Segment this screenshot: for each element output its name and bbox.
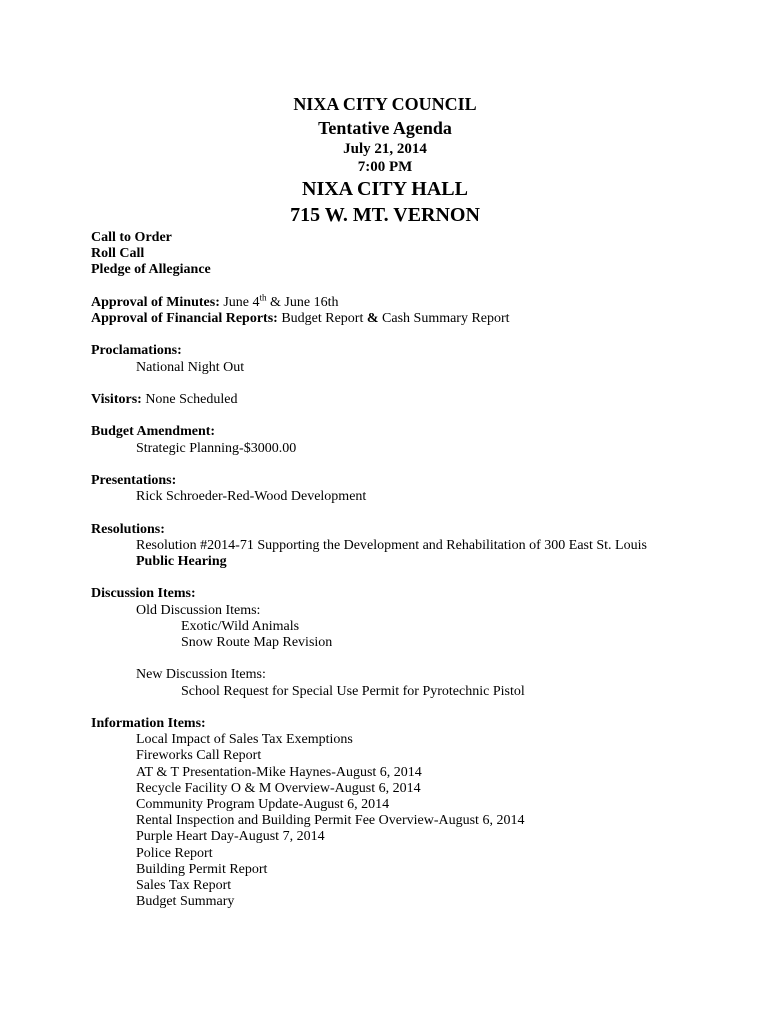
pledge-of-allegiance: Pledge of Allegiance xyxy=(91,262,211,278)
new-discussion-item: School Request for Special Use Permit for Pyrotechnic Pistol xyxy=(181,683,525,699)
resolutions-heading: Resolutions: xyxy=(91,521,165,537)
information-item: Sales Tax Report xyxy=(136,877,232,893)
meeting-date: July 21, 2014 xyxy=(343,141,427,157)
call-to-order: Call to Order xyxy=(91,230,172,245)
information-item: Community Program Update-August 6, 2014 xyxy=(136,796,390,812)
minutes-date1: June 4 xyxy=(223,294,260,310)
council-name: NIXA CITY COUNCIL xyxy=(293,94,477,114)
minutes-label: Approval of Minutes: xyxy=(91,294,220,310)
roll-call: Roll Call xyxy=(91,246,145,262)
old-discussion-item: Snow Route Map Revision xyxy=(181,634,333,650)
meeting-address: 715 W. MT. VERNON xyxy=(290,204,480,226)
presentations-heading: Presentations: xyxy=(91,472,177,488)
information-item: Rental Inspection and Building Permit Fee Overview-August 6, 2014 xyxy=(136,813,525,829)
information-item: Budget Summary xyxy=(136,894,235,910)
old-discussion-label: Old Discussion Items: xyxy=(136,602,261,618)
information-item: Fireworks Call Report xyxy=(136,748,262,764)
financial-amp: & xyxy=(366,311,379,326)
agenda-body xyxy=(91,230,711,910)
visitors-label: Visitors: xyxy=(91,391,142,407)
document-title: Tentative Agenda xyxy=(318,118,452,138)
resolution-item: Resolution #2014-71 Supporting the Development and Rehabilitation of 300 East St. Louis xyxy=(136,537,647,553)
meeting-location: NIXA CITY HALL xyxy=(302,178,468,200)
proclamation-item: National Night Out xyxy=(136,359,245,375)
meeting-time: 7:00 PM xyxy=(357,159,413,175)
financial-label: Approval of Financial Reports: xyxy=(91,311,278,326)
old-discussion-item: Exotic/Wild Animals xyxy=(181,618,300,634)
visitors-value: None Scheduled xyxy=(145,391,238,407)
financial-part1: Budget Report xyxy=(281,311,364,326)
resolution-note: Public Hearing xyxy=(136,553,227,569)
approval-of-financial-reports xyxy=(91,311,711,327)
discussion-heading: Discussion Items: xyxy=(91,586,196,602)
visitors xyxy=(91,392,711,408)
approval-of-minutes xyxy=(91,292,711,311)
information-item: AT & T Presentation-Mike Haynes-August 6, 2014 xyxy=(136,764,422,780)
minutes-rest: & June 16th xyxy=(270,294,339,310)
information-heading: Information Items: xyxy=(91,715,206,731)
presentation-item: Rick Schroeder-Red-Wood Development xyxy=(136,489,367,505)
information-item: Purple Heart Day-August 7, 2014 xyxy=(136,829,325,845)
information-item: Building Permit Report xyxy=(136,861,268,877)
information-item: Police Report xyxy=(136,845,213,861)
minutes-date1-sup: th xyxy=(259,292,267,303)
proclamations-heading: Proclamations: xyxy=(91,343,182,359)
budget-amendment-item: Strategic Planning-$3000.00 xyxy=(136,440,297,456)
budget-amendment-heading: Budget Amendment: xyxy=(91,424,216,440)
information-item: Local Impact of Sales Tax Exemptions xyxy=(136,732,353,748)
information-item: Recycle Facility O & M Overview-August 6, 2014 xyxy=(136,780,421,796)
financial-part2: Cash Summary Report xyxy=(382,311,510,326)
new-discussion-label: New Discussion Items: xyxy=(136,667,266,683)
